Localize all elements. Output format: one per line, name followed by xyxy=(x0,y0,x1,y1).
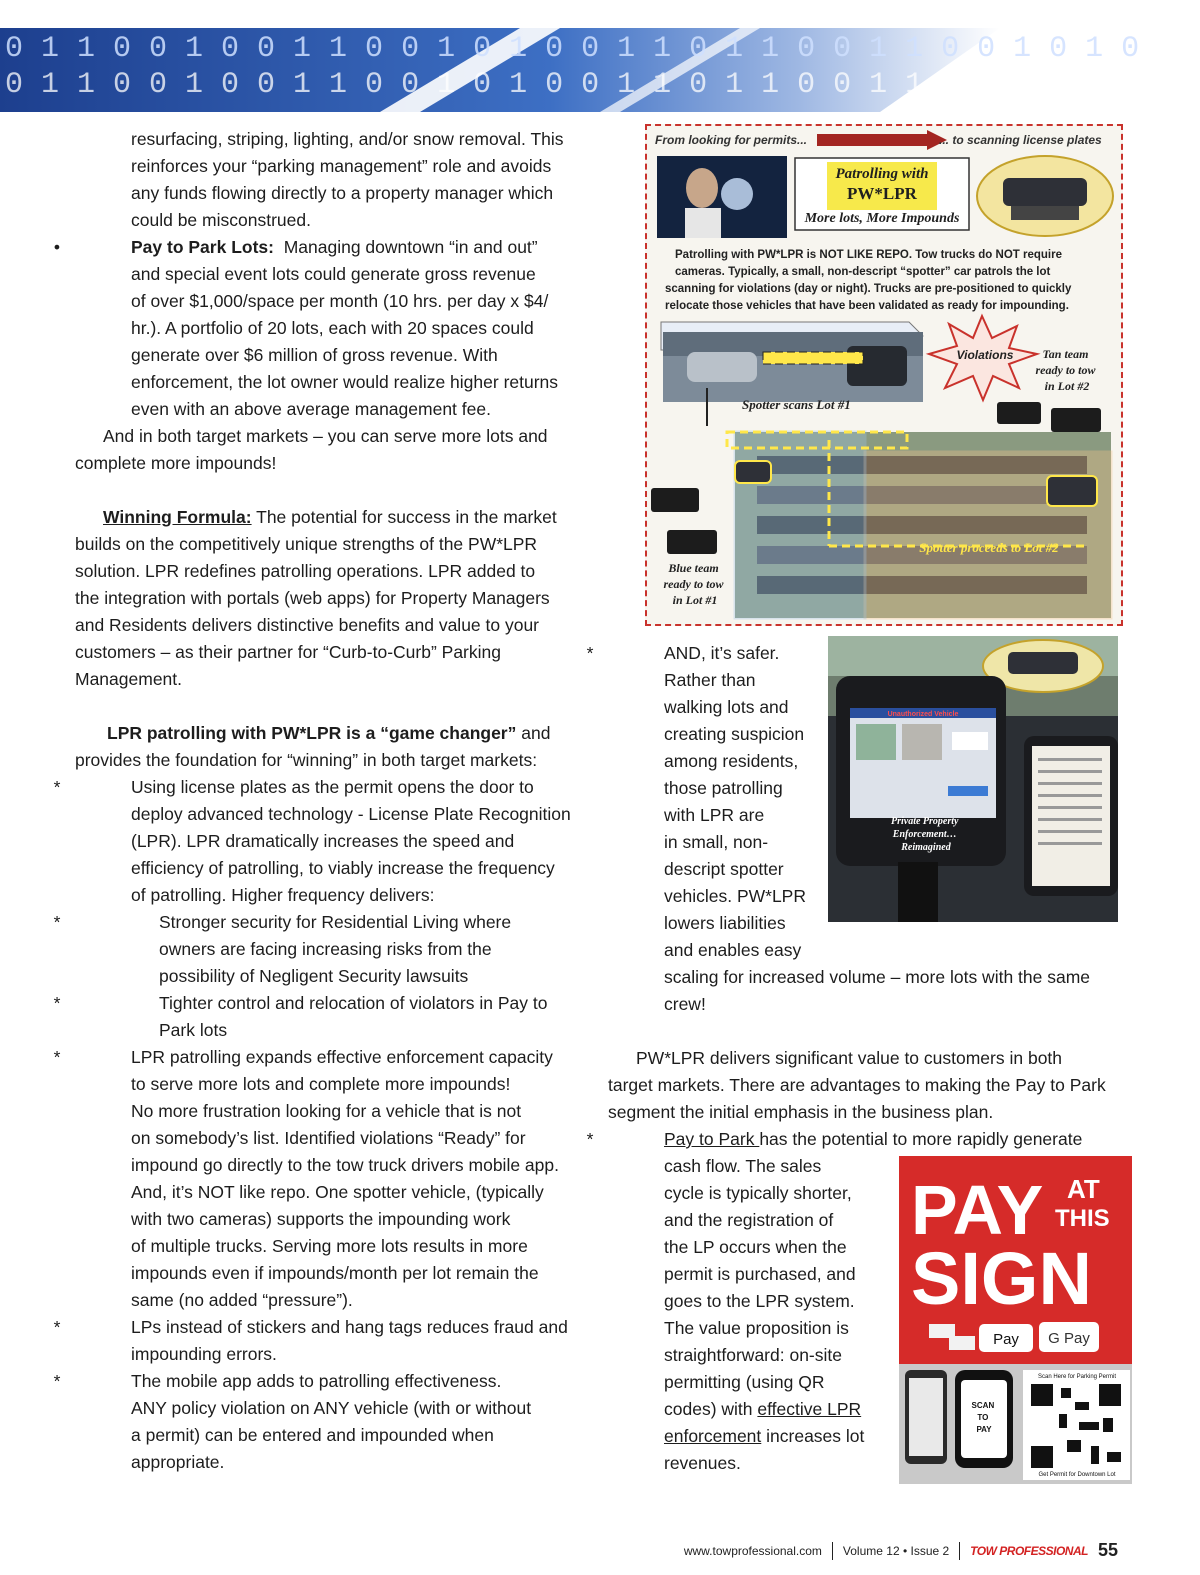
enforcement-link[interactable]: enforcement xyxy=(664,1426,762,1446)
svg-text:SIGN: SIGN xyxy=(911,1237,1092,1320)
pay-at-this-sign-photo xyxy=(899,1156,1132,1484)
svg-text:PAY: PAY xyxy=(911,1171,1044,1249)
svg-text:Blue team ready to tow: Blue team ready to tow in Lot #1 xyxy=(663,561,724,607)
binary-banner-graphic xyxy=(0,0,1200,112)
svg-text:Tan team ready to tow: Tan team ready to tow in Lot #2 xyxy=(1035,347,1096,393)
svg-text:Spotter scans Lot #1: Spotter scans Lot #1 xyxy=(742,397,851,412)
pay-sign-graphic xyxy=(899,1156,1132,1484)
star-item: * Using license plates as the permit opens the door to deploy advanced technology - License Plate Recognition (LPR). LPR dramatically increases the speed and efficiency of patrolling, to viably increase the frequency of patrolling. Higher frequency delivers: xyxy=(53,777,571,905)
value-paragraph: PW*LPR delivers significant value to customers in both xyxy=(636,1048,1063,1068)
tow-truck-icon xyxy=(667,530,717,554)
lpr-infographic xyxy=(645,124,1123,626)
star-item: * AND, it’s safer. Rather than walking lots and creating suspicion among residents, those patrolling with LPR are in small, non- descript spotter vehicles. PW*LPR lowers liabilities and enables easy scaling for increased volume – more lots with the same crew! xyxy=(586,643,1091,1014)
card-icon xyxy=(949,1336,975,1350)
star-subitem: * Tighter control and relocation of violators in Pay to Park lots xyxy=(53,993,548,1040)
tow-truck-icon xyxy=(1051,408,1101,432)
page-number: 55 xyxy=(1097,1540,1118,1560)
svg-text:Patrolling with: Patrolling with xyxy=(835,166,929,182)
star-item: * LPs instead of stickers and hang tags reduces fraud and impounding errors. xyxy=(53,1317,568,1364)
right-column-upper: * AND, it’s safer. Rather than walking lots and creating suspicion among residents, those patrolling with LPR are in small, non- descript spotter vehicles. PW*LPR lowers liabilities and enables easy scaling for increased volume – more lots with the same crew! PW*LPR delivers significant value to customers in both target markets. There are advantages to making the Pay to Park segment the initial emphasis in the business plan. * Pay to Park has the potential to more rapidly generate cash flow. The sales cycle is typically shorter, and the registration of the LP occurs when the permit is purchased, and goes to the LPR system. The value proposition is straightforward: on-site permitting (using QR codes) with effective LPR enforcement increases lot revenues. xyxy=(608,640,1133,1477)
svg-text:Spotter proceeds to Lot #2: Spotter proceeds to Lot #2 xyxy=(919,540,1059,555)
footer-issue: Volume 12 • Issue 2 xyxy=(842,1543,950,1558)
svg-text:Get Permit for Downtown Lot: Get Permit for Downtown Lot xyxy=(1038,1472,1116,1478)
divider xyxy=(832,1542,833,1560)
svg-text:THIS: THIS xyxy=(1055,1205,1110,1232)
effective-lpr-link[interactable]: effective LPR xyxy=(757,1399,862,1419)
tow-truck-icon xyxy=(651,488,699,512)
svg-text:Patrolling with PW*LPR is NOT: Patrolling with PW*LPR is NOT LIKE REPO. Tow trucks do NOT require cameras. Typically, a small, non-descript “spotter” car patrols the lot scanning for violations (day or night). Trucks are pre-positioned to quickly relocate those vehicles that have been validated as ready for impounding. xyxy=(665,249,1072,312)
svg-text:0 1 1 0 0 1 0 0 1 1 0 0 1 0 1: 0 1 1 0 0 1 0 0 1 1 0 0 1 0 1 0 0 1 1 0 1 1 0 0 1 1 0 0 1 0 1 0 xyxy=(5,32,1140,66)
svg-text:SCAN TO PAY: SCAN TO PAY xyxy=(971,1401,995,1434)
pay-to-park-bullet: • Pay to Park Lots: Managing downtown “in and out” and special event lots could generate gross revenue of over $1,000/space per month (10 hrs. per day x $4/ hr.). A portfolio of 20 lots, each with 20 spaces could generate over $6 million of gross revenue. With enforcement, the lot owner would realize higher returns even with an above average management fee. xyxy=(53,237,559,419)
svg-text:Violations: Violations xyxy=(956,348,1014,362)
header-banner xyxy=(0,0,1200,112)
star-item: * The mobile app adds to patrolling effectiveness. ANY policy violation on ANY vehicle (with or without a permit) can be entered and impounded when appropriate. xyxy=(53,1371,532,1472)
paragraph: And in both target markets – you can serve more lots and xyxy=(103,426,548,446)
svg-text:Private Property Enforce: Private Property Enforcement… Reimagined xyxy=(891,816,959,853)
tow-truck-icon xyxy=(997,402,1041,424)
winning-formula-paragraph: Winning Formula: The potential for success in the market xyxy=(103,507,557,527)
svg-text:More lots, More Impounds: More lots, More Impounds xyxy=(804,211,960,226)
svg-text:G Pay: G Pay xyxy=(1048,1330,1090,1347)
svg-text:0 1 1 0 0 1 0 0 1 1 0 0 1 0 1: 0 1 1 0 0 1 0 0 1 1 0 0 1 0 1 0 0 1 1 0 1 1 0 0 1 1 0 0 1 0 1 0 xyxy=(5,68,1140,102)
svg-text:Pay: Pay xyxy=(993,1331,1019,1348)
svg-text:... to scanning license plates: ... to scanning license plates xyxy=(939,133,1102,147)
divider xyxy=(959,1542,960,1560)
footer-brand: TOW PROFESSIONAL xyxy=(970,1543,1088,1558)
pay-to-park-link[interactable]: Pay to Park xyxy=(664,1129,760,1149)
spotter-car-icon xyxy=(735,461,771,483)
infographic-graphic xyxy=(647,126,1121,624)
continued-bullet: resurfacing, striping, lighting, and/or snow removal. This reinforces your “parking management” role and avoids any funds flowing directly to a property manager which could be misconstrued. xyxy=(131,129,564,230)
spotter-car-icon xyxy=(1047,476,1097,506)
star-item: * LPR patrolling expands effective enforcement capacity to serve more lots and complete more impounds! No more frustration looking for a vehicle that is not on somebody’s list. Identified violations “Ready” for impound go directly to the tow truck drivers mobile app. And, it’s NOT like repo. One spotter vehicle, (typically with two cameras) supports the impounding work of multiple trucks. Serving more lots results in more impounds even if impounds/month per lot remain the same (no added “pressure”). xyxy=(53,1047,559,1310)
svg-text:Scan Here for Parking Permit: Scan Here for Parking Permit xyxy=(1037,1374,1117,1380)
left-column: resurfacing, striping, lighting, and/or snow removal. This reinforces your “parking management” role and avoids any funds flowing directly to a property manager which could be misconstrued. • Pay to Park Lots: Managing downtown “in and out” and special event lots could generate gross revenue of over $1,000/space per month (10 hrs. per day x $4/ hr.). A portfolio of 20 lots, each with 20 spaces could generate over $6 million of gross revenue. With enforcement, the lot owner would realize higher returns even with an above average management fee. And in both target markets – you can serve more lots and complete more impounds! Winning Formula: The potential for success in the market builds on the competitively unique strengths of the PW*LPR solution. LPR redefines patrolling operations. LPR added to the integration with portals (web apps) for Property Managers and Residents delivers distinctive benefits and value to your customers – as their partner for “Curb-to-Curb” Parking Management. LPR patrolling with PW*LPR is a “game changer” and provides the foundation for “winning” in both target markets: * Using license plates as the permit opens the door to deploy advanced technology - License Plate Recognition (LPR). LPR dramatically increases the speed and efficiency of patrolling, to viably increase the frequency of patrolling. Higher frequency delivers: * Stronger security for Residential Living where owners are facing increasing risks from the possibility of Negligent Security lawsuits * Tighter control and relocation of violators in Pay to Park lots * LPR patrolling expands effective enforcement capacity to serve more lots and complete more impounds! No more frustration looking for a vehicle that is not on somebody’s list. Identified violations “Ready” for impound go directly to the tow truck drivers mobile app. And, it’s NOT like repo. One spotter vehicle, (typically with two cameras) supports the impounding work of multiple trucks. Serving more lots results in more impounds even if impounds/month per lot remain the same (no added “pressure”). * LPs instead of stickers and hang tags reduces fraud and impounding errors. * The mobile app adds to patrolling effectiveness. ANY policy violation on ANY vehicle (with or without a permit) can be entered and impounded when appropriate. xyxy=(75,126,595,1476)
star-subitem: * Stronger security for Residential Living where owners are facing increasing risks from the possibility of Negligent Security lawsuits xyxy=(53,912,512,986)
svg-text:AT: AT xyxy=(1067,1174,1100,1204)
footer-url[interactable]: www.towprofessional.com xyxy=(683,1543,822,1558)
svg-text:From looking for permits...: From looking for permits... xyxy=(655,133,808,147)
game-changer-paragraph: LPR patrolling with PW*LPR is a “game changer” and xyxy=(107,723,551,743)
svg-text:Unauthorized Vehicle: Unauthorized Vehicle xyxy=(887,711,959,718)
card-icon xyxy=(929,1324,955,1338)
page-footer xyxy=(684,1540,1118,1561)
svg-text:PW*LPR: PW*LPR xyxy=(847,184,917,203)
star-item: * Pay to Park has the potential to more rapidly generate cash flow. The sales cycle is typically shorter, and the registration of the LP occurs when the permit is purchased, and goes to the LPR system. The value proposition is straightforward: on-site permitting (using QR codes) with effective LPR enforcement increases lot revenues. xyxy=(586,1129,1083,1473)
